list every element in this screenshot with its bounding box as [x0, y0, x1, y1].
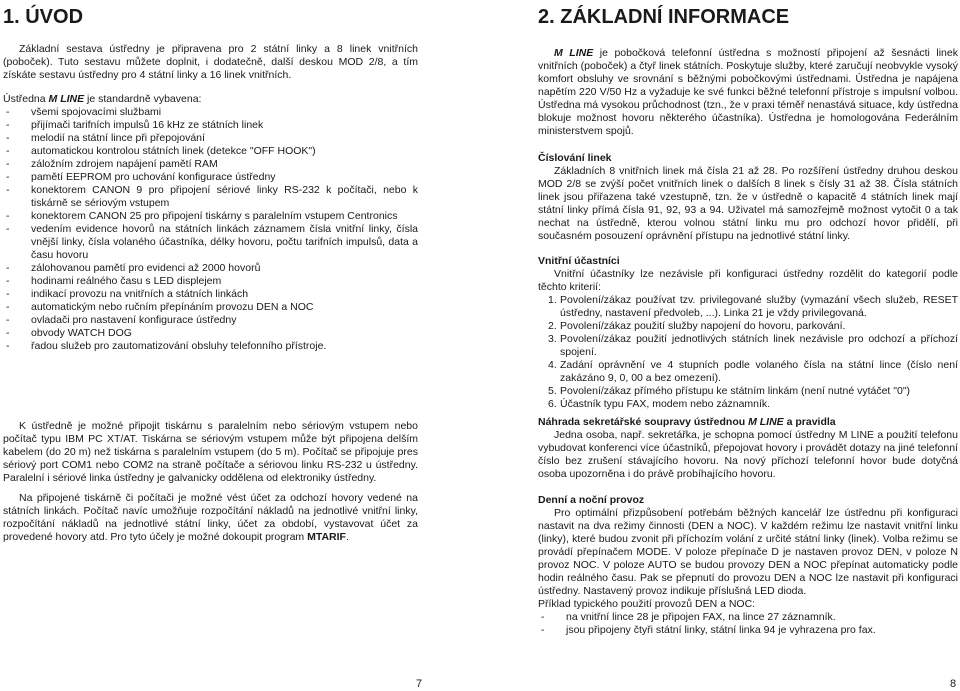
feature-list — [3, 106, 418, 353]
criteria-item — [538, 385, 958, 398]
feature-item: - hodinami reálného času s LED displejem — [3, 275, 418, 288]
feature-item: - pamětí EEPROM pro uchování konfigurace ústředny — [3, 171, 418, 184]
brand-mline: M LINE — [48, 93, 85, 105]
page-number-right: 8 — [950, 678, 957, 690]
example-text: Příklad typického použití provozů DEN a NOC: — [538, 598, 756, 610]
secretary-heading-prefix: Náhrada sekretářské soupravy ústřednou — [538, 416, 749, 428]
feature-item: - automatickým nebo ručním přepínáním provozu DEN a NOC — [3, 301, 418, 314]
basic-info-paragraph — [538, 47, 958, 138]
equipment-heading — [3, 93, 418, 106]
printer-paragraph — [3, 420, 418, 485]
example-list — [538, 611, 958, 637]
criteria-number: 2. — [548, 320, 557, 332]
internal-text: Vnitřní účastníky lze nezávisle při konfiguraci ústředny rozdělit do kategorií podle těchto kriterií: — [538, 268, 958, 293]
billing-suffix: . — [345, 531, 349, 543]
criteria-text: Účastník typu FAX, modem nebo záznamník. — [560, 398, 771, 410]
feature-item: - konektorem CANON 25 pro připojení tiskárny s paralelním vstupem Centronics — [3, 210, 418, 223]
criteria-item — [538, 398, 958, 411]
brand-mtarif: MTARIF — [307, 531, 346, 543]
intro-text: Základní sestava ústředny je připravena pro 2 státní linky a 8 linek vnitřních (poboček). Tuto sestavu můžete doplnit, i dodatečně, další deskou MOD 2/8, a tím získáte sestavu ústředny pro 4 státní linky a 16 linek vnitřních. — [3, 43, 418, 81]
page-title-right: 2. ZÁKLADNÍ INFORMACE — [538, 6, 790, 28]
criteria-list — [538, 294, 958, 411]
intro-paragraph — [3, 43, 418, 82]
numbering-heading: Číslování linek — [538, 152, 612, 164]
criteria-number: 3. — [548, 333, 557, 345]
example-item: - na vnitřní lince 28 je připojen FAX, na lince 27 záznamník. — [538, 611, 958, 624]
numbering-text: Základních 8 vnitřních linek má čísla 21 až 28. Po rozšíření ústředny druhou deskou MOD 2/8 se zvýší počet vnitřních linek o dalších 8 linek s čísly 31 až 38. Čísla státních linek jsou přiřazena také vzestupně, tzn. že v ústředně o kapacitě 4 státních linek mají státní linky přímá čísla 91, 92, 93 a 94. Uživatel má samozřejmě možnost vytočit 0 a tak nechat na ústředně, kterou volnou státní linku mu pro odchozí hovor přidělí, při současném posouzení oprávnění přístupu na jednotlivé státní linky. — [538, 165, 958, 242]
brand-mline-secretary: M LINE — [748, 416, 784, 428]
feature-item: - ovladači pro nastavení konfigurace ústředny — [3, 314, 418, 327]
feature-item: - melodií na státní lince při přepojování — [3, 132, 418, 145]
criteria-text: Povolení/zákaz přímého přístupu ke státním linkám (není nutné vytáčet "0") — [560, 385, 911, 397]
criteria-item — [538, 359, 958, 385]
page-number-left: 7 — [416, 678, 423, 690]
criteria-item — [538, 320, 958, 333]
basic-info-text — [538, 47, 958, 138]
example-section — [538, 598, 958, 637]
secretary-heading — [538, 416, 958, 429]
feature-item: - obvody WATCH DOG — [3, 327, 418, 340]
example-item: - jsou připojeny čtyři státní linky, státní linka 94 je vyhrazena pro fax. — [538, 624, 958, 637]
daynight-section — [538, 494, 958, 598]
secretary-heading-suffix: a pravidla — [783, 416, 836, 428]
basic-info-rest: je pobočková telefonní ústředna s možností připojení až šesnácti linek vnitřních (poboček) a čtyř linek státních. Poskytuje služby, které zaručují neobvykle vysoký komfort obsluhy ve srovnání s běžnými pobočkovými ústřednami. Ústředna je napájena napětím 220 V/50 Hz a vyžaduje ke své funkci běžné telefonní přístroje s impulsní volbou. Ústředna má vysokou průchodnost (tzn., že v praxi téměř nenastává situace, kdy ústředna blokuje možnost hovoru některého účastníka). Ústředna je homologována Federálním ministerstvem spojů. — [538, 47, 958, 137]
feature-item: - všemi spojovacími službami — [3, 106, 418, 119]
billing-prefix: Na připojené tiskárně či počítači je možné vést účet za odchozí hovory vedené na státních linkách. Počítač navíc umožňuje rozpočítání nákladů na jednotlivé vnitřní linky, rozpočítání nákladů na jednotlivé státní linky, účet za období, vystavovat účet za provedené hovory atd. Pro tyto účely je možné dokoupit program — [3, 492, 418, 543]
criteria-text: Zadání oprávnění ve 4 stupních podle volaného čísla na státní lince (číslo není zakázáno 9, 0, 00 a bez omezení). — [560, 359, 958, 384]
feature-item: - zálohovanou pamětí pro evidenci až 2000 hovorů — [3, 262, 418, 275]
criteria-text: Povolení/zákaz použití jednotlivých státních linek nezávisle pro odchozí a příchozí spojení. — [560, 333, 958, 358]
feature-item: - záložním zdrojem napájení pamětí RAM — [3, 158, 418, 171]
feature-item: - indikací provozu na vnitřních a státních linkách — [3, 288, 418, 301]
internal-heading: Vnitřní účastníci — [538, 255, 620, 267]
feature-item: - konektorem CANON 9 pro připojení sériové linky RS-232 k počítači, nebo k tiskárně se sériovým vstupem — [3, 184, 418, 210]
feature-item: - vedením evidence hovorů na státních linkách záznamem čísla vnitřní linky, čísla vnější linky, čísla volaného účastníka, délky hovoru, počtu tarifních impulsů, data a času hovoru — [3, 223, 418, 262]
feature-item: - automatickou kontrolou státních linek (detekce "OFF HOOK") — [3, 145, 418, 158]
criteria-item — [538, 333, 958, 359]
criteria-text: Povolení/zákaz používat tzv. privilegované služby (vymazání všech služeb, RESET ústředny, nastavení předvoleb, ...). Linka 21 je vždy privilegovaná. — [560, 294, 958, 319]
feature-item: - přijímači tarifních impulsů 16 kHz ze státních linek — [3, 119, 418, 132]
numbering-section — [538, 152, 958, 243]
criteria-number: 4. — [548, 359, 557, 371]
equipment-suffix: je standardně vybavena: — [84, 93, 202, 105]
criteria-number: 6. — [548, 398, 557, 410]
criteria-item — [538, 294, 958, 320]
secretary-text: Jedna osoba, např. sekretářka, je schopna pomocí ústředny M LINE a použití telefonu vybudovat konferenci více účastníků, přepojovat hovory i provádět dotazy na jiné telefonní číslo bez zrušení stávajícího hovoru. Na nový příchozí telefonní hovor bude dotyčná osoba upozorněna i do právě probíhajícího hovoru. — [538, 429, 958, 480]
criteria-text: Povolení/zákaz použití služby napojení do hovoru, parkování. — [560, 320, 846, 332]
brand-mline-right: M LINE — [554, 47, 594, 59]
equipment-prefix: Ústředna — [3, 93, 49, 105]
secretary-section — [538, 416, 958, 481]
equipment-section — [3, 93, 418, 353]
daynight-text: Pro optimální přizpůsobení potřebám běžných kancelář lze ústřednu při konfiguraci nastavit na dva režimy činnosti (DEN a NOC). V každém režimu lze nastavit vnitřní linku (linky), které budou zvonit při příchozím volání z určité státní linky (linek). Volba režimu se provádí přepínačem MODE. V poloze přepínače D je nastaven provoz DEN, v poloze N provoz NOC. V poloze AUTO se budou provozy DEN a NOC přepínat automaticky podle hodin reálného času. Pak se přepnutí do provozu DEN a NOC lze nastavit při konfiguraci ústředny. Nastavený provoz indikuje příslušná LED dioda. — [538, 507, 958, 597]
internal-section — [538, 255, 958, 411]
daynight-heading: Denní a noční provoz — [538, 494, 645, 506]
feature-item: - řadou služeb pro zautomatizování obsluhy telefonního přístroje. — [3, 340, 418, 353]
printer-text: K ústředně je možné připojit tiskárnu s paralelním nebo sériovým vstupem nebo počítač typu IBM PC XT/AT. Tiskárna se sériovým vstupem může být připojena delším kabelem (do 20 m) než tiskárna s paralelním vstupem (do 5 m). Počítač se připojuje pres sériový port COM1 nebo COM2 na straně počítače a sériovou linku RS-232 u ústředny. Paralelní i sériové linka ústředny je galvanicky oddělena od elektroniky ústředny. — [3, 420, 418, 484]
billing-text — [3, 492, 418, 544]
criteria-number: 5. — [548, 385, 557, 397]
criteria-number: 1. — [548, 294, 557, 306]
billing-paragraph — [3, 492, 418, 544]
page-title-left: 1. ÚVOD — [3, 6, 84, 28]
